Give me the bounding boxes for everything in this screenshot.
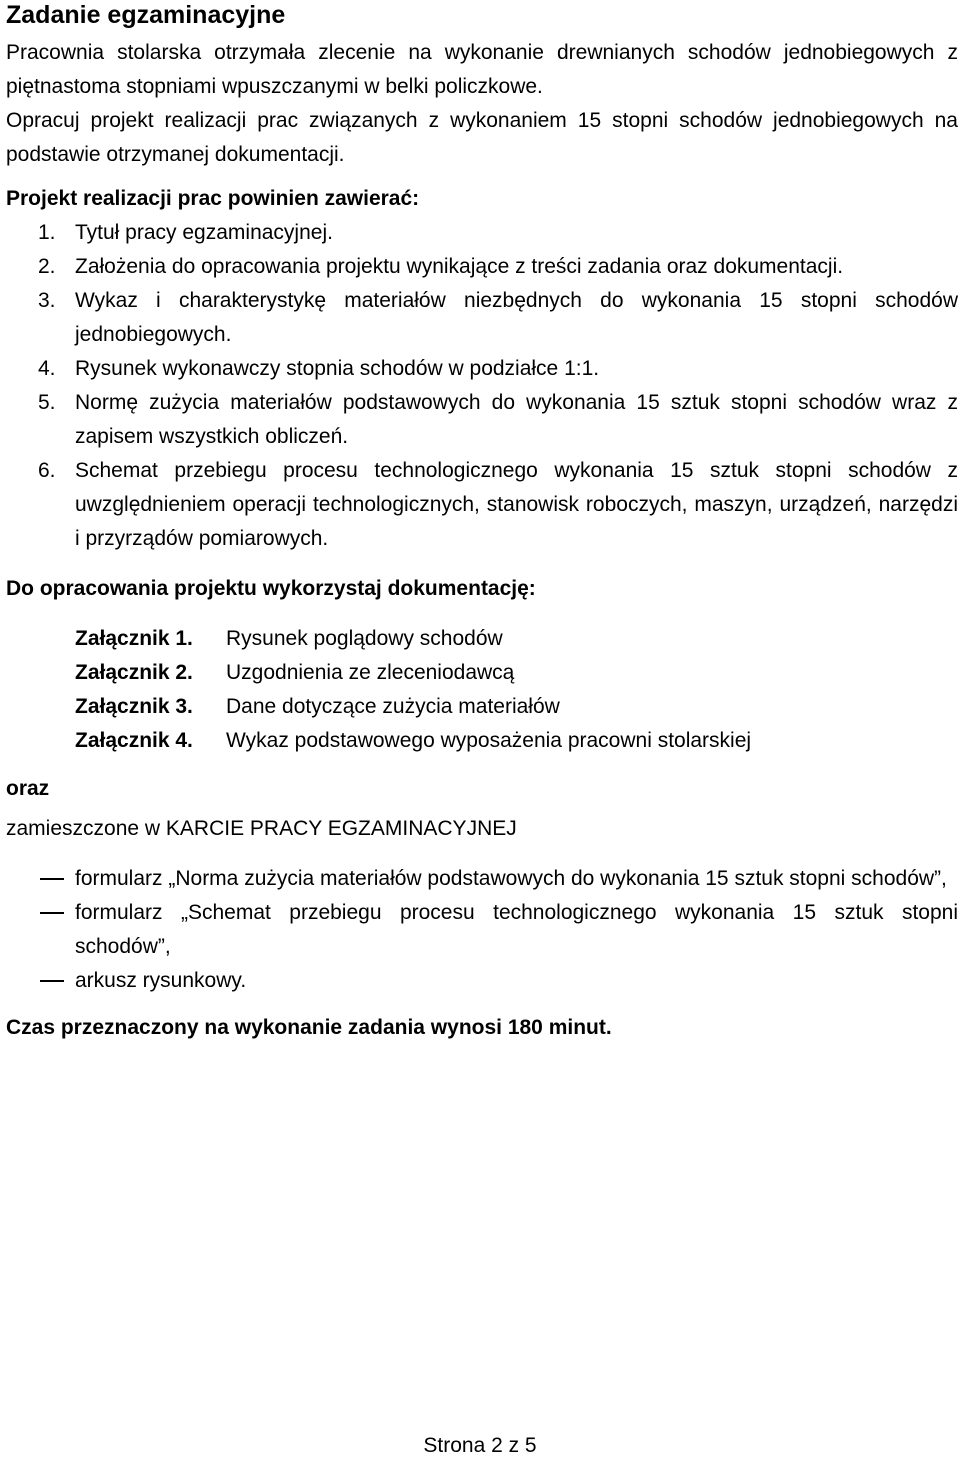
- list-item-text: formularz „Norma zużycia materiałów podstawowych do wykonania 15 sztuk stopni schodów”,: [75, 867, 947, 890]
- intro-paragraph-1: Pracownia stolarska otrzymała zlecenie na wykonanie drewnianych schodów jednobiegowych z piętnastoma stopniami wpuszczanymi w belki policzkowe.: [6, 41, 958, 98]
- dash-bullet-icon: [40, 912, 64, 914]
- attachment-label: Załącznik 4.: [75, 729, 193, 752]
- list-item-number: 6.: [38, 459, 56, 482]
- list-item-number: 2.: [38, 255, 56, 278]
- list-item: [6, 352, 958, 386]
- attachment-text: Wykaz podstawowego wyposażenia pracowni stolarskiej: [226, 729, 752, 752]
- attachment-row: [75, 622, 958, 656]
- document-page: [6, 0, 958, 1045]
- list-item-number: 3.: [38, 289, 56, 312]
- list-item-text: Tytuł pracy egzaminacyjnej.: [75, 221, 333, 244]
- project-items-list: [6, 216, 958, 556]
- list-item: [6, 250, 958, 284]
- attachment-text: Dane dotyczące zużycia materiałów: [226, 695, 560, 718]
- attachment-text: Rysunek poglądowy schodów: [226, 627, 503, 650]
- attachment-label: Załącznik 3.: [75, 695, 193, 718]
- list-item: [6, 216, 958, 250]
- list-item-text: Rysunek wykonawczy stopnia schodów w podziałce 1:1.: [75, 357, 600, 380]
- list-item-text: arkusz rysunkowy.: [75, 969, 247, 992]
- attachment-row: [75, 656, 958, 690]
- intro-paragraph-2: Opracuj projekt realizacji prac związanych z wykonaniem 15 stopni schodów jednobiegowych na podstawie otrzymanej dokumentacji.: [6, 109, 958, 166]
- attachment-text: Uzgodnienia ze zleceniodawcą: [226, 661, 515, 684]
- list-item: [6, 964, 958, 998]
- list-item-number: 1.: [38, 221, 56, 244]
- list-item: [6, 386, 958, 454]
- forms-list: [6, 862, 958, 998]
- attachment-label: Załącznik 1.: [75, 627, 193, 650]
- list-item-text: Schemat przebiegu procesu technologicznego wykonania 15 sztuk stopni schodów z uwzględnieniem operacji technologicznych, stanowisk roboczych, maszyn, urządzeń, narzędzi i przyrządów pomiarowych.: [75, 459, 958, 550]
- page-footer: Strona 2 z 5: [423, 1434, 537, 1457]
- list-item-text: Normę zużycia materiałów podstawowych do wykonania 15 sztuk stopni schodów wraz z zapisem wszystkich obliczeń.: [75, 391, 958, 448]
- project-heading: Projekt realizacji prac powinien zawierać:: [6, 187, 420, 210]
- page-title: Zadanie egzaminacyjne: [6, 1, 286, 29]
- list-item: [6, 862, 958, 896]
- dash-bullet-icon: [40, 980, 64, 982]
- documentation-heading: Do opracowania projektu wykorzystaj dokumentację:: [6, 577, 536, 600]
- oraz-label: oraz: [6, 777, 50, 800]
- card-line: zamieszczone w KARCIE PRACY EGZAMINACYJNEJ: [6, 817, 517, 840]
- attachment-row: [75, 690, 958, 724]
- list-item-text: Wykaz i charakterystykę materiałów niezbędnych do wykonania 15 stopni schodów jednobiegowych.: [75, 289, 958, 346]
- list-item: [6, 454, 958, 556]
- attachment-label: Załącznik 2.: [75, 661, 193, 684]
- attachment-row: [75, 724, 958, 758]
- list-item: [6, 896, 958, 964]
- attachments-list: [6, 622, 958, 758]
- list-item-text: Założenia do opracowania projektu wynikające z treści zadania oraz dokumentacji.: [75, 255, 844, 278]
- list-item: [6, 284, 958, 352]
- dash-bullet-icon: [40, 878, 64, 880]
- list-item-number: 4.: [38, 357, 56, 380]
- time-note: Czas przeznaczony na wykonanie zadania wynosi 180 minut.: [6, 1016, 612, 1039]
- list-item-number: 5.: [38, 391, 56, 414]
- list-item-text: formularz „Schemat przebiegu procesu technologicznego wykonania 15 sztuk stopni schodów”,: [75, 901, 958, 958]
